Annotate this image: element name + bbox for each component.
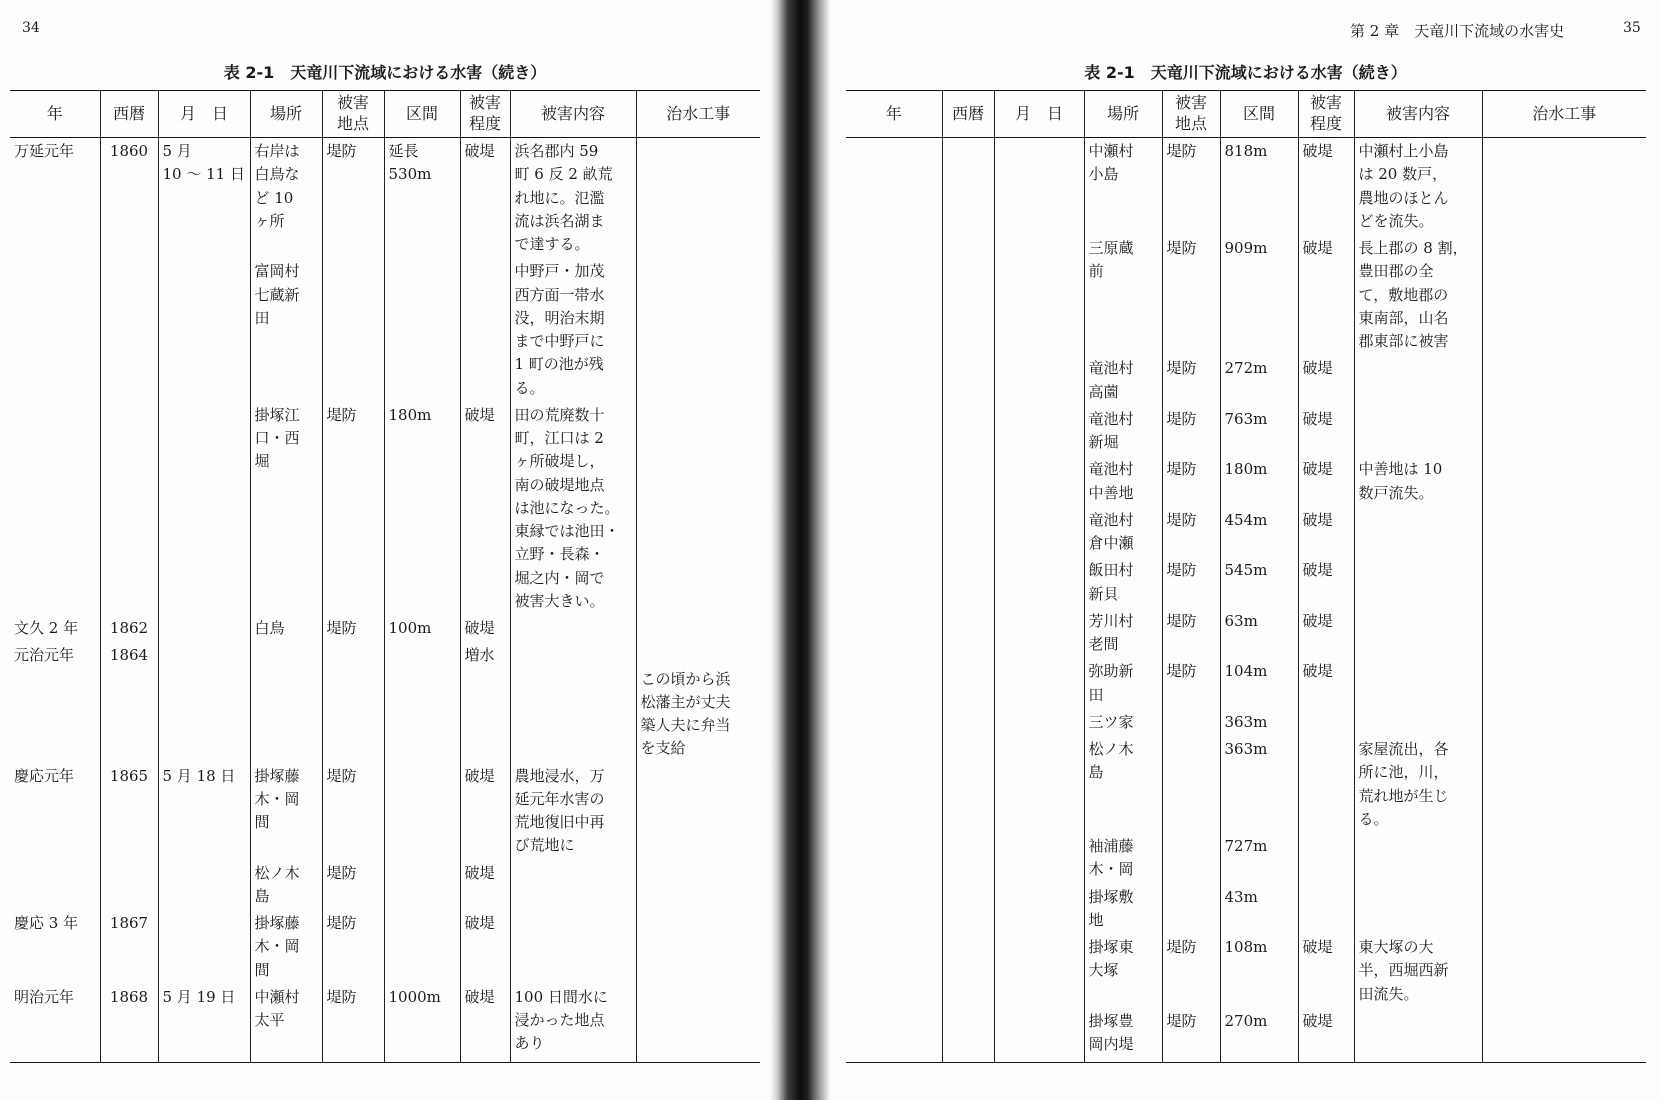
cell-month-day bbox=[994, 608, 1084, 659]
cell-damage-details bbox=[1354, 1008, 1482, 1063]
cell-damage-degree: 破堤 bbox=[1298, 138, 1354, 236]
header-damage-degree: 被害 程度 bbox=[1298, 91, 1354, 138]
header-section: 区間 bbox=[1220, 91, 1298, 138]
cell-damage-details bbox=[1354, 406, 1482, 457]
cell-flood-control-works bbox=[636, 910, 760, 984]
cell-damage-point: 堤防 bbox=[1162, 456, 1220, 507]
cell-location: 松ノ木 島 bbox=[1084, 736, 1162, 833]
table-row bbox=[846, 833, 1646, 884]
cell-flood-control-works bbox=[1482, 608, 1646, 659]
cell-location: 中瀬村 太平 bbox=[250, 984, 322, 1062]
cell-western-year: 1864 bbox=[100, 642, 158, 762]
cell-flood-control-works bbox=[636, 615, 760, 642]
cell-damage-details bbox=[1354, 658, 1482, 709]
cell-damage-degree: 破堤 bbox=[460, 615, 510, 642]
header-damage-details: 被害内容 bbox=[510, 91, 636, 138]
cell-western-year bbox=[942, 557, 994, 608]
cell-western-year: 1865 bbox=[100, 763, 158, 860]
cell-damage-details: 100 日間水に 浸かった地点 あり bbox=[510, 984, 636, 1062]
header-western-year: 西暦 bbox=[942, 91, 994, 138]
table-row bbox=[846, 608, 1646, 659]
table-row bbox=[846, 406, 1646, 457]
cell-damage-point: 堤防 bbox=[1162, 658, 1220, 709]
cell-damage-point: 堤防 bbox=[1162, 507, 1220, 558]
cell-flood-control-works bbox=[1482, 406, 1646, 457]
cell-location: 中瀬村 小島 bbox=[1084, 138, 1162, 236]
cell-damage-degree: 破堤 bbox=[460, 860, 510, 911]
cell-month-day bbox=[994, 406, 1084, 457]
cell-year bbox=[846, 456, 942, 507]
cell-western-year bbox=[942, 456, 994, 507]
page-number: 34 bbox=[22, 20, 40, 36]
header-western-year: 西暦 bbox=[100, 91, 158, 138]
cell-western-year: 1862 bbox=[100, 615, 158, 642]
cell-damage-details bbox=[1354, 557, 1482, 608]
cell-damage-degree bbox=[1298, 736, 1354, 833]
page-number: 35 bbox=[1623, 20, 1641, 36]
header-location: 場所 bbox=[1084, 91, 1162, 138]
cell-damage-details: 中野戸・加茂 西方面一帯水 没，明治末期 まで中野戸に 1 町の池が残 る。 bbox=[510, 258, 636, 402]
cell-western-year: 1867 bbox=[100, 910, 158, 984]
cell-western-year bbox=[942, 709, 994, 736]
cell-location: 掛塚豊 岡内堤 bbox=[1084, 1008, 1162, 1063]
cell-month-day bbox=[994, 833, 1084, 884]
cell-flood-control-works bbox=[1482, 1008, 1646, 1063]
table-row bbox=[10, 910, 760, 984]
cell-damage-point: 堤防 bbox=[1162, 355, 1220, 406]
cell-year bbox=[846, 138, 942, 236]
table-bottom-rule bbox=[846, 1062, 1646, 1063]
cell-month-day bbox=[158, 642, 250, 762]
cell-damage-degree: 破堤 bbox=[1298, 658, 1354, 709]
cell-section: 1000m bbox=[384, 984, 460, 1062]
table-row bbox=[846, 884, 1646, 935]
cell-section bbox=[384, 258, 460, 402]
flood-table bbox=[10, 90, 760, 1062]
cell-year bbox=[846, 1008, 942, 1063]
cell-western-year bbox=[942, 507, 994, 558]
right-page bbox=[830, 0, 1661, 1100]
table-header-row bbox=[10, 91, 760, 138]
cell-damage-details: 中善地は 10 数戸流失。 bbox=[1354, 456, 1482, 507]
cell-damage-point bbox=[322, 642, 384, 762]
cell-year: 慶応 3 年 bbox=[14, 914, 79, 932]
cell-location bbox=[250, 642, 322, 762]
cell-year bbox=[10, 258, 100, 402]
table-caption: 表 2-1 天竜川下流域における水害（続き） bbox=[1084, 63, 1407, 82]
cell-damage-degree: 破堤 bbox=[1298, 1008, 1354, 1063]
cell-damage-point bbox=[1162, 709, 1220, 736]
cell-damage-details bbox=[510, 910, 636, 984]
cell-section bbox=[384, 910, 460, 984]
cell-damage-degree: 破堤 bbox=[460, 763, 510, 860]
cell-western-year bbox=[942, 736, 994, 833]
cell-damage-details: 東大塚の大 半，西堀西新 田流失。 bbox=[1354, 934, 1482, 1008]
left-page bbox=[0, 0, 770, 1100]
table-row bbox=[846, 736, 1646, 833]
table-header-row bbox=[846, 91, 1646, 138]
cell-damage-details: 浜名郡内 59 町 6 反 2 畝荒 れ地に。氾濫 流は浜名湖ま で達する。 bbox=[510, 138, 636, 259]
cell-section: 104m bbox=[1220, 658, 1298, 709]
table-row bbox=[10, 763, 760, 860]
cell-flood-control-works bbox=[1482, 709, 1646, 736]
cell-location: 松ノ木 島 bbox=[250, 860, 322, 911]
cell-location: 右岸は 白鳥な ど 10 ヶ所 bbox=[250, 138, 322, 259]
cell-month-day bbox=[158, 402, 250, 615]
cell-western-year bbox=[942, 833, 994, 884]
cell-western-year bbox=[942, 934, 994, 1008]
cell-damage-point bbox=[322, 258, 384, 402]
table-row bbox=[846, 355, 1646, 406]
table-row bbox=[846, 456, 1646, 507]
cell-section: 545m bbox=[1220, 557, 1298, 608]
table-row bbox=[846, 507, 1646, 558]
cell-location: 掛塚江 口・西 堀 bbox=[250, 402, 322, 615]
cell-year: 明治元年 bbox=[14, 987, 75, 1006]
cell-year bbox=[10, 860, 100, 911]
cell-damage-degree bbox=[1298, 709, 1354, 736]
cell-western-year bbox=[942, 658, 994, 709]
header-flood-control-works: 治水工事 bbox=[636, 91, 760, 138]
cell-western-year bbox=[942, 355, 994, 406]
cell-section: 270m bbox=[1220, 1008, 1298, 1063]
cell-month-day bbox=[994, 709, 1084, 736]
header-month-day: 月 日 bbox=[994, 91, 1084, 138]
cell-month-day: 5 月 18 日 bbox=[158, 763, 250, 860]
cell-section: 180m bbox=[1220, 456, 1298, 507]
cell-damage-degree: 破堤 bbox=[460, 402, 510, 615]
cell-damage-details bbox=[1354, 884, 1482, 935]
cell-western-year bbox=[942, 235, 994, 355]
cell-section: 363m bbox=[1220, 736, 1298, 833]
cell-flood-control-works bbox=[1482, 658, 1646, 709]
header-damage-point: 被害 地点 bbox=[1162, 91, 1220, 138]
cell-year: 万延元年 bbox=[14, 142, 75, 160]
header-damage-details: 被害内容 bbox=[1354, 91, 1482, 138]
cell-month-day bbox=[994, 235, 1084, 355]
cell-flood-control-works bbox=[1482, 235, 1646, 355]
cell-location: 富岡村 七蔵新 田 bbox=[250, 258, 322, 402]
cell-western-year bbox=[942, 406, 994, 457]
cell-year bbox=[846, 355, 942, 406]
cell-western-year bbox=[100, 258, 158, 402]
cell-section bbox=[384, 642, 460, 762]
cell-damage-degree bbox=[460, 258, 510, 402]
cell-flood-control-works bbox=[1482, 557, 1646, 608]
table-row bbox=[846, 557, 1646, 608]
cell-flood-control-works bbox=[636, 984, 760, 1062]
cell-location: 掛塚東 大塚 bbox=[1084, 934, 1162, 1008]
cell-western-year bbox=[942, 608, 994, 659]
header-damage-point: 被害 地点 bbox=[322, 91, 384, 138]
cell-month-day bbox=[994, 138, 1084, 236]
cell-flood-control-works bbox=[1482, 456, 1646, 507]
table-row bbox=[10, 258, 760, 402]
cell-year bbox=[846, 608, 942, 659]
table-row bbox=[846, 235, 1646, 355]
cell-month-day bbox=[158, 910, 250, 984]
book-gutter bbox=[770, 0, 830, 1100]
running-header: 第 2 章 天竜川下流域の水害史 bbox=[1350, 22, 1565, 40]
table-row bbox=[10, 138, 760, 259]
cell-year: 元治元年 bbox=[14, 646, 75, 665]
cell-damage-point: 堤防 bbox=[322, 402, 384, 615]
cell-flood-control-works bbox=[636, 258, 760, 402]
cell-section: 100m bbox=[384, 615, 460, 642]
cell-year bbox=[846, 736, 942, 833]
cell-damage-point: 堤防 bbox=[322, 910, 384, 984]
header-year: 年 bbox=[846, 91, 942, 138]
cell-month-day bbox=[994, 658, 1084, 709]
table-row bbox=[10, 984, 760, 1062]
cell-damage-details bbox=[510, 642, 636, 762]
cell-damage-degree: 破堤 bbox=[1298, 608, 1354, 659]
cell-damage-point: 堤防 bbox=[1162, 138, 1220, 236]
cell-month-day: 5 月 10 ～ 11 日 bbox=[158, 138, 250, 259]
cell-location: 芳川村 老間 bbox=[1084, 608, 1162, 659]
cell-western-year: 1860 bbox=[100, 138, 158, 259]
cell-damage-point bbox=[1162, 884, 1220, 935]
cell-month-day: 5 月 19 日 bbox=[158, 984, 250, 1062]
table-row bbox=[10, 402, 760, 615]
cell-damage-degree: 破堤 bbox=[1298, 557, 1354, 608]
header-month-day: 月 日 bbox=[158, 91, 250, 138]
cell-location: 掛塚敷 地 bbox=[1084, 884, 1162, 935]
cell-damage-details bbox=[510, 615, 636, 642]
cell-year bbox=[846, 934, 942, 1008]
cell-month-day bbox=[158, 860, 250, 911]
cell-location: 三原蔵 前 bbox=[1084, 235, 1162, 355]
cell-damage-point bbox=[1162, 736, 1220, 833]
cell-damage-point: 堤防 bbox=[1162, 1008, 1220, 1063]
cell-flood-control-works bbox=[636, 402, 760, 615]
cell-year bbox=[846, 557, 942, 608]
cell-damage-degree: 破堤 bbox=[1298, 934, 1354, 1008]
cell-section bbox=[384, 860, 460, 911]
cell-flood-control-works bbox=[636, 860, 760, 911]
cell-month-day bbox=[994, 507, 1084, 558]
table-row bbox=[10, 642, 760, 762]
cell-section: 180m bbox=[384, 402, 460, 615]
cell-year bbox=[846, 235, 942, 355]
cell-damage-point: 堤防 bbox=[1162, 235, 1220, 355]
cell-damage-degree: 破堤 bbox=[460, 138, 510, 259]
cell-month-day bbox=[994, 884, 1084, 935]
cell-damage-point: 堤防 bbox=[322, 138, 384, 259]
cell-location: 掛塚藤 木・岡 間 bbox=[250, 910, 322, 984]
cell-damage-point: 堤防 bbox=[1162, 608, 1220, 659]
cell-damage-details: 中瀬村上小島 は 20 数戸， 農地のほとん どを流失。 bbox=[1354, 138, 1482, 236]
cell-damage-point: 堤防 bbox=[322, 763, 384, 860]
cell-section: 延長 530m bbox=[384, 138, 460, 259]
cell-location: 白鳥 bbox=[250, 615, 322, 642]
cell-damage-details bbox=[1354, 709, 1482, 736]
cell-section: 272m bbox=[1220, 355, 1298, 406]
header-location: 場所 bbox=[250, 91, 322, 138]
table-row bbox=[10, 615, 760, 642]
cell-flood-control-works bbox=[1482, 507, 1646, 558]
cell-section: 63m bbox=[1220, 608, 1298, 659]
cell-flood-control-works bbox=[1482, 833, 1646, 884]
cell-damage-point: 堤防 bbox=[322, 984, 384, 1062]
cell-location: 竜池村 新堀 bbox=[1084, 406, 1162, 457]
cell-location: 三ツ家 bbox=[1084, 709, 1162, 736]
cell-damage-details bbox=[1354, 355, 1482, 406]
cell-flood-control-works bbox=[636, 138, 760, 259]
cell-western-year bbox=[100, 860, 158, 911]
cell-year bbox=[846, 884, 942, 935]
cell-location: 竜池村 中善地 bbox=[1084, 456, 1162, 507]
cell-location: 袖浦藤 木・岡 bbox=[1084, 833, 1162, 884]
cell-damage-degree: 破堤 bbox=[1298, 355, 1354, 406]
cell-location: 竜池村 倉中瀬 bbox=[1084, 507, 1162, 558]
header-section: 区間 bbox=[384, 91, 460, 138]
cell-flood-control-works bbox=[1482, 884, 1646, 935]
cell-western-year bbox=[942, 138, 994, 236]
cell-flood-control-works bbox=[1482, 934, 1646, 1008]
cell-damage-degree: 破堤 bbox=[1298, 456, 1354, 507]
table-row bbox=[10, 860, 760, 911]
cell-western-year bbox=[100, 402, 158, 615]
cell-damage-degree: 破堤 bbox=[1298, 507, 1354, 558]
table-row bbox=[846, 709, 1646, 736]
cell-damage-degree bbox=[1298, 884, 1354, 935]
table-caption: 表 2-1 天竜川下流域における水害（続き） bbox=[223, 63, 547, 82]
cell-year bbox=[846, 709, 942, 736]
cell-section: 909m bbox=[1220, 235, 1298, 355]
cell-section bbox=[384, 763, 460, 860]
cell-section: 454m bbox=[1220, 507, 1298, 558]
cell-location: 竜池村 高薗 bbox=[1084, 355, 1162, 406]
cell-damage-degree: 破堤 bbox=[1298, 235, 1354, 355]
cell-month-day bbox=[994, 355, 1084, 406]
cell-western-year: 1868 bbox=[100, 984, 158, 1062]
cell-location: 掛塚藤 木・岡 間 bbox=[250, 763, 322, 860]
cell-year bbox=[10, 402, 100, 615]
cell-damage-point: 堤防 bbox=[1162, 557, 1220, 608]
cell-month-day bbox=[994, 456, 1084, 507]
header-year: 年 bbox=[10, 91, 100, 138]
cell-damage-details: 田の荒廃数十 町，江口は 2 ヶ所破堤し， 南の破堤地点 は池になった。 東縁では池田・ 立野・長森・ 堀之内・岡で 被害大きい。 bbox=[510, 402, 636, 615]
cell-damage-point bbox=[1162, 833, 1220, 884]
table-bottom-rule bbox=[10, 1062, 760, 1063]
cell-year bbox=[846, 833, 942, 884]
cell-section: 108m bbox=[1220, 934, 1298, 1008]
cell-damage-details bbox=[1354, 507, 1482, 558]
cell-year: 慶応元年 bbox=[14, 766, 75, 785]
cell-damage-degree: 破堤 bbox=[460, 910, 510, 984]
table-row bbox=[846, 138, 1646, 236]
cell-damage-point: 堤防 bbox=[322, 615, 384, 642]
cell-damage-details bbox=[510, 860, 636, 911]
cell-year bbox=[846, 658, 942, 709]
cell-damage-degree: 増水 bbox=[460, 642, 510, 762]
cell-damage-degree: 破堤 bbox=[460, 984, 510, 1062]
cell-damage-degree: 破堤 bbox=[1298, 406, 1354, 457]
cell-damage-details bbox=[1354, 833, 1482, 884]
cell-western-year bbox=[942, 1008, 994, 1063]
header-damage-degree: 被害 程度 bbox=[460, 91, 510, 138]
cell-month-day bbox=[994, 934, 1084, 1008]
flood-table bbox=[846, 90, 1646, 1062]
table-row bbox=[846, 934, 1646, 1008]
table-row bbox=[846, 1008, 1646, 1063]
cell-damage-point: 堤防 bbox=[322, 860, 384, 911]
cell-damage-degree bbox=[1298, 833, 1354, 884]
header-flood-control-works: 治水工事 bbox=[1482, 91, 1646, 138]
cell-month-day bbox=[158, 615, 250, 642]
cell-section: 727m bbox=[1220, 833, 1298, 884]
cell-flood-control-works bbox=[1482, 736, 1646, 833]
cell-year bbox=[846, 406, 942, 457]
cell-section: 818m bbox=[1220, 138, 1298, 236]
cell-section: 43m bbox=[1220, 884, 1298, 935]
cell-damage-details bbox=[1354, 608, 1482, 659]
cell-damage-details: 長上郡の 8 割， 豊田郡の全 て，敷地郡の 東南部，山名 郡東部に被害 bbox=[1354, 235, 1482, 355]
cell-western-year bbox=[942, 884, 994, 935]
cell-flood-control-works bbox=[1482, 355, 1646, 406]
cell-month-day bbox=[994, 736, 1084, 833]
cell-flood-control-works bbox=[636, 763, 760, 860]
cell-damage-point: 堤防 bbox=[1162, 934, 1220, 1008]
cell-damage-point: 堤防 bbox=[1162, 406, 1220, 457]
cell-year bbox=[846, 507, 942, 558]
cell-month-day bbox=[158, 258, 250, 402]
cell-year: 文久 2 年 bbox=[14, 619, 79, 637]
cell-damage-details: 農地浸水，万 延元年水害の 荒地復旧中再 び荒地に bbox=[510, 763, 636, 860]
cell-location: 飯田村 新貝 bbox=[1084, 557, 1162, 608]
cell-location: 弥助新 田 bbox=[1084, 658, 1162, 709]
cell-flood-control-works: この頃から浜 松藩主が丈夫 築人夫に弁当 を支給 bbox=[636, 642, 760, 762]
cell-section: 763m bbox=[1220, 406, 1298, 457]
cell-damage-details: 家屋流出，各 所に池，川， 荒れ地が生じ る。 bbox=[1354, 736, 1482, 833]
cell-section: 363m bbox=[1220, 709, 1298, 736]
cell-month-day bbox=[994, 557, 1084, 608]
table-row bbox=[846, 658, 1646, 709]
cell-month-day bbox=[994, 1008, 1084, 1063]
cell-flood-control-works bbox=[1482, 138, 1646, 236]
